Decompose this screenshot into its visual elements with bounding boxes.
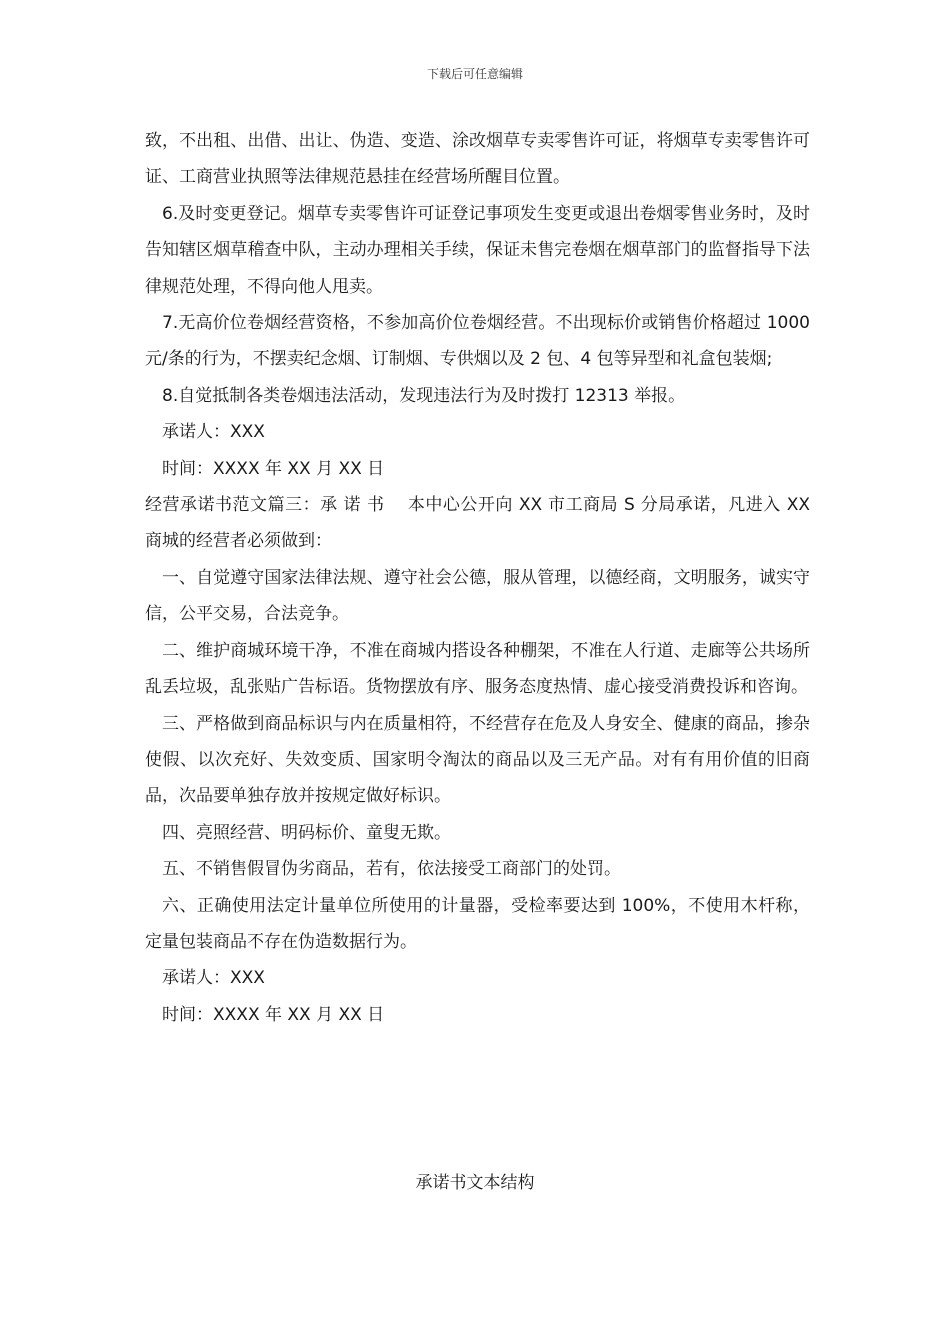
paragraph-2: 6.及时变更登记。烟草专卖零售许可证登记事项发生变更或退出卷烟零售业务时，及时告知辖区烟草稽查中队，主动办理相关手续，保证未售完卷烟在烟草部门的监督指导下法律规范处理，不得向他人甩卖。 xyxy=(145,203,810,297)
paragraph-3: 7.无高价位卷烟经营资格，不参加高价位卷烟经营。不出现标价或销售价格超过 1000 元/条的行为，不摆卖纪念烟、订制烟、专供烟以及 2 包、4 包等异型和礼盒包装烟; xyxy=(145,313,810,370)
paragraph-4: 8.自觉抵制各类卷烟违法活动，发现违法行为及时拨打 12313 举报。 xyxy=(162,385,686,406)
paragraph-item-4: 四、亮照经营、明码标价、童叟无欺。 xyxy=(162,822,451,843)
paragraph-item-1: 一、自觉遵守国家法律法规、遵守社会公德，服从管理，以德经商，文明服务，诚实守信，公平交易，合法竞争。 xyxy=(145,567,810,625)
paragraph-1: 致，不出租、出借、出让、伪造、变造、涂改烟草专卖零售许可证，将烟草专卖零售许可证、工商营业执照等法律规范悬挂在经营场所醒目位置。 xyxy=(145,131,810,188)
section-heading: 承诺书文本结构 xyxy=(415,1173,535,1193)
paragraph-item-6: 六、正确使用法定计量单位所使用的计量器，受检率要达到 100%，不使用木杆称，定量包装商品不存在伪造数据行为。 xyxy=(145,895,810,952)
paragraph-item-2: 二、维护商城环境干净，不准在商城内搭设各种棚架，不准在人行道、走廊等公共场所乱丢垃圾，乱张贴广告标语。货物摆放有序、服务态度热情、虚心接受消费投诉和咨询。 xyxy=(145,640,810,698)
paragraph-item-3: 三、严格做到商品标识与内在质量相符，不经营存在危及人身安全、健康的商品，掺杂使假、以次充好、失效变质、国家明令淘汰的商品以及三无产品。对有有用价值的旧商品，次品要单独存放并按规定做好标识。 xyxy=(145,713,810,807)
paragraph-item-5: 五、不销售假冒伪劣商品，若有，依法接受工商部门的处罚。 xyxy=(162,859,621,880)
paragraph-section-three: 经营承诺书范文篇三：承 诺 书 本中心公开向 XX 市工商局 S 分局承诺，凡进入 XX 商城的经营者必须做到： xyxy=(145,495,810,552)
date-line-2: 时间：XXXX 年 XX 月 XX 日 xyxy=(162,1004,385,1025)
document-body xyxy=(145,123,810,1033)
date-line-1: 时间：XXXX 年 XX 月 XX 日 xyxy=(162,458,385,479)
page-header-note: 下载后可任意编辑 xyxy=(426,67,523,81)
signatory-line-2: 承诺人：XXX xyxy=(162,968,265,989)
signatory-line-1: 承诺人：XXX xyxy=(162,422,265,443)
